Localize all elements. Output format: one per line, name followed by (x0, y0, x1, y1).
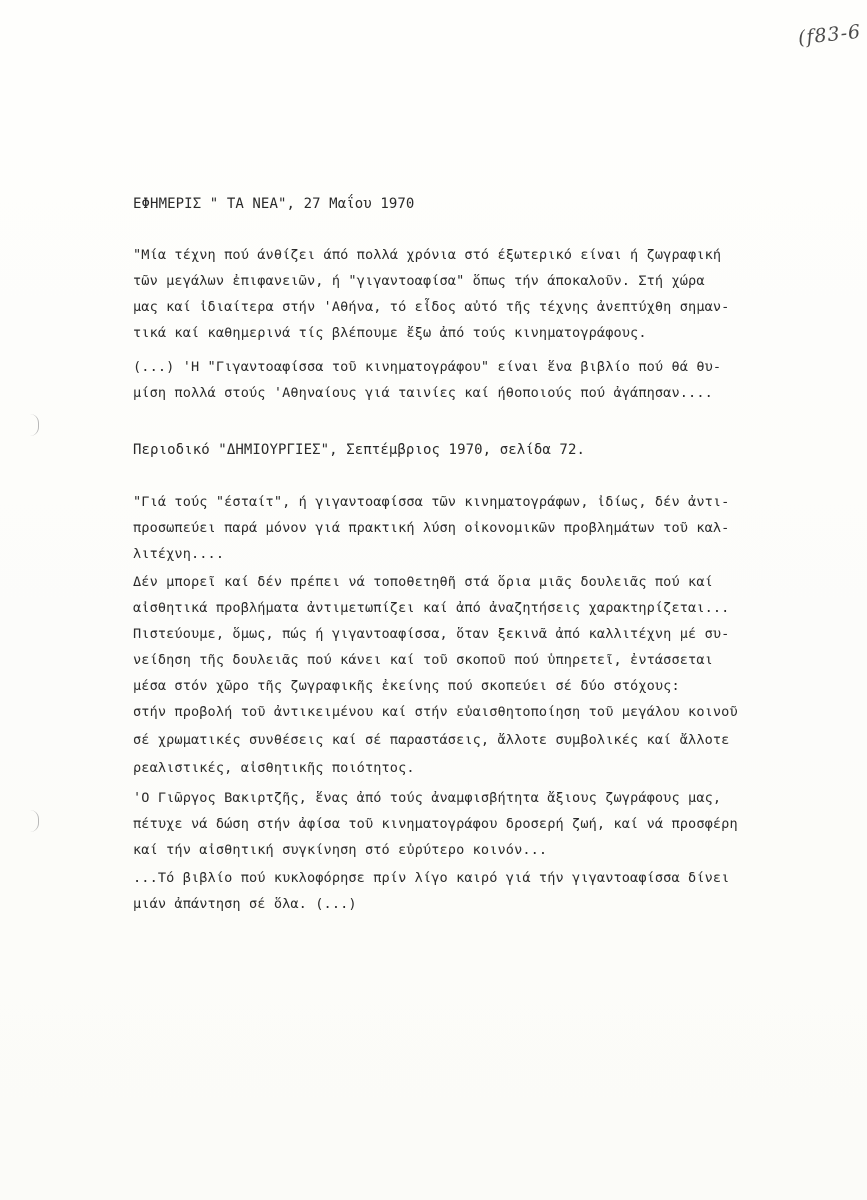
newspaper-source-heading: ΕΦΗΜΕΡΙΣ " ΤΑ ΝΕΑ", 27 Μαΐου 1970 (133, 196, 415, 212)
quote-line: πέτυχε νά δώση στήν ἀφίσα τοῦ κινηματογράφου δροσερή ζωή, καί νά προσφέρη (133, 816, 738, 832)
quote-line: μιάν ἀπάντηση σέ ὅλα. (...) (133, 896, 357, 912)
quote-line: τικά καί καθημερινά τίς βλέπουμε ἔξω ἀπό τούς κινηματογράφους. (133, 325, 647, 341)
quote-line: καί τήν αἰσθητική συγκίνηση στό εὐρύτερο κοινόν... (133, 842, 548, 858)
punch-hole-mark (30, 810, 39, 832)
quote-line: μίση πολλά στούς 'Αθηναίους γιά ταινίες καί ήθοποιούς πού ἀγάπησαν.... (133, 385, 713, 401)
quote-line: λιτέχνη.... (133, 546, 225, 562)
quote-line: τῶν μεγάλων ἐπιφανειῶν, ή "γιγαντοαφίσα" ὅπως τήν άποκαλοῦν. Στή χώρα (133, 273, 705, 289)
quote-line: νείδηση τῆς δουλειᾶς πού κάνει καί τοῦ σκοποῦ πού ὑπηρετεῖ, ἐντάσσεται (133, 652, 713, 668)
quote-line: "Μία τέχνη πού άνθίζει άπό πολλά χρόνια στό έξωτερικό είναι ή ζωγραφική (133, 247, 722, 263)
handwritten-archive-note: (f83-6 (796, 20, 862, 50)
quote-line: ...Τό βιβλίο πού κυκλοφόρησε πρίν λίγο καιρό γιά τήν γιγαντοαφίσσα δίνει (133, 870, 730, 886)
quote-line: προσωπεύει παρά μόνον γιά πρακτική λύση οἰκονομικῶν προβλημάτων τοῦ καλ- (133, 520, 730, 536)
quote-line: στήν προβολή τοῦ ἀντικειμένου καί στήν εὐαισθητοποίηση τοῦ μεγάλου κοινοῦ (133, 704, 738, 720)
quote-line: (...) 'Η "Γιγαντοαφίσσα τοῦ κινηματογράφου" είναι ἕνα βιβλίο πού θά θυ- (133, 359, 722, 375)
quote-line: ρεαλιστικές, αἰσθητικῆς ποιότητος. (133, 760, 415, 776)
quote-line: σέ χρωματικές συνθέσεις καί σέ παραστάσεις, ἄλλοτε συμβολικές καί ἄλλοτε (133, 732, 730, 748)
quote-line: Δέν μπορεῖ καί δέν πρέπει νά τοποθετηθῆ στά ὅρια μιᾶς δουλειᾶς πού καί (133, 574, 713, 590)
quote-line: μας καί ἰδιαίτερα στήν 'Αθήνα, τό εἶδος αὐτό τῆς τέχνης ἀνεπτύχθη σημαν- (133, 299, 730, 315)
quote-line: 'Ο Γιῶργος Βακιρτζῆς, ἕνας ἀπό τούς ἀναμφισβήτητα ἄξιους ζωγράφους μας, (133, 790, 722, 806)
magazine-source-heading: Περιοδικό "ΔΗΜΙΟΥΡΓΙΕΣ", Σεπτέμβριος 1970, σελίδα 72. (133, 442, 586, 458)
quote-line: μέσα στόν χῶρο τῆς ζωγραφικῆς ἐκείνης πού σκοπεύει σέ δύο στόχους: (133, 678, 680, 694)
quote-line: Πιστεύουμε, ὅμως, πώς ή γιγαντοαφίσσα, ὅταν ξεκινᾶ ἀπό καλλιτέχνη μέ συ- (133, 626, 730, 642)
quote-line: "Γιά τούς "έσταίτ", ή γιγαντοαφίσσα τῶν κινηματογράφων, ἰδίως, δέν ἀντι- (133, 494, 730, 510)
punch-hole-mark (30, 414, 39, 436)
quote-line: αἰσθητικά προβλήματα ἀντιμετωπίζει καί ἀπό ἀναζητήσεις χαρακτηρίζεται... (133, 600, 730, 616)
